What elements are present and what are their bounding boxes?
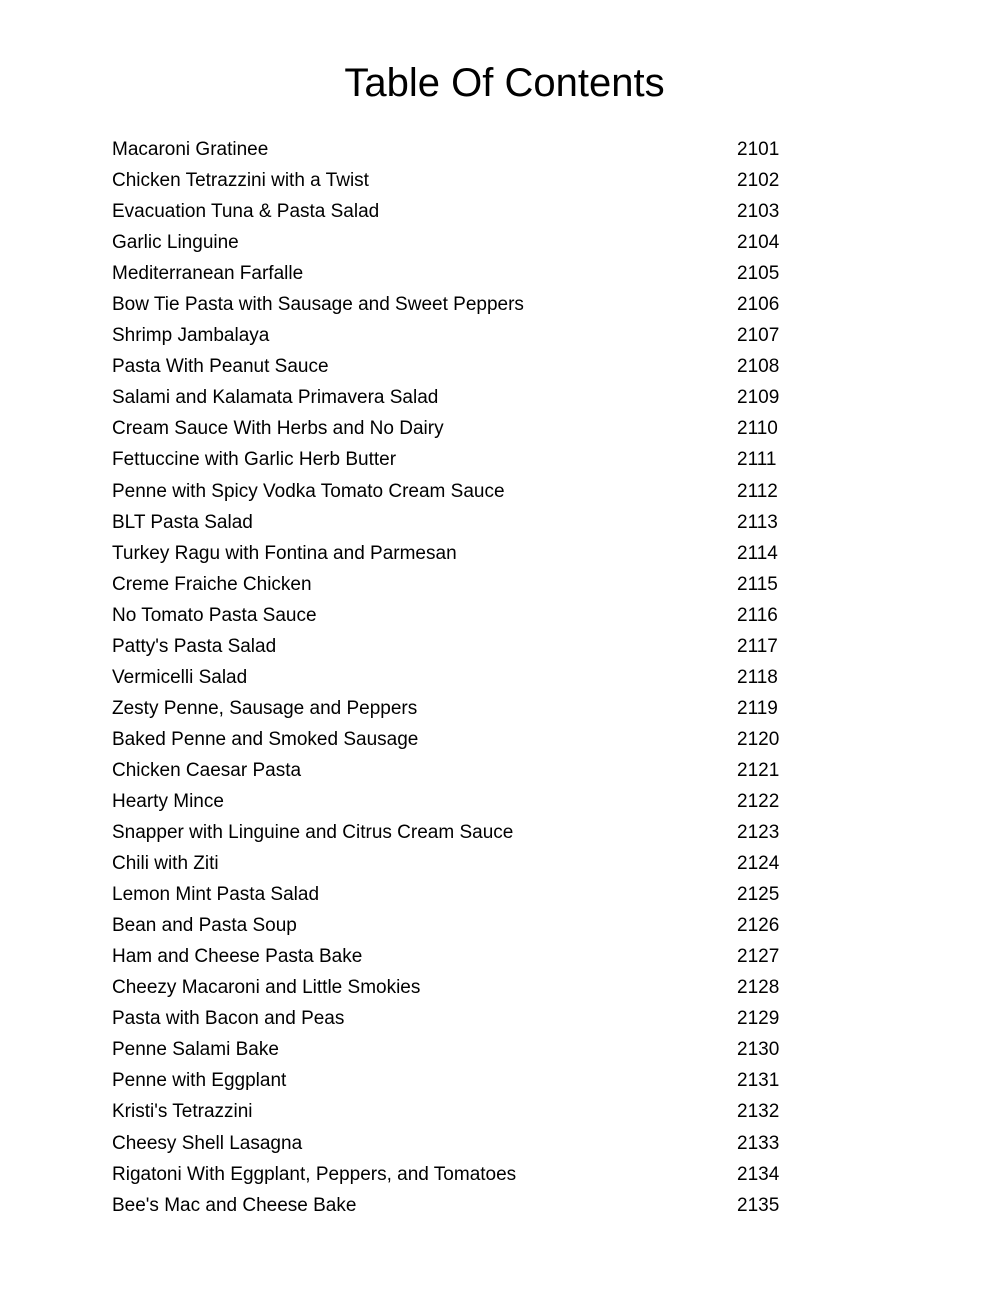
toc-entry-title: Penne Salami Bake	[112, 1039, 279, 1061]
toc-entry-page: 2111	[737, 449, 777, 471]
toc-entry	[112, 569, 792, 600]
toc-entry	[112, 476, 792, 507]
toc-entry-page: 2120	[737, 728, 780, 750]
toc-entry	[112, 817, 792, 848]
toc-entry-page: 2109	[737, 387, 780, 409]
toc-entry	[112, 382, 792, 413]
toc-entry-page: 2118	[737, 666, 778, 688]
toc-entry-title: Penne with Eggplant	[112, 1070, 287, 1092]
toc-entry	[112, 1003, 792, 1034]
page-title: Table Of Contents	[344, 61, 665, 105]
toc-entry-title: Garlic Linguine	[112, 232, 239, 254]
toc-entry	[112, 289, 792, 320]
toc-entry-page: 2129	[737, 1008, 780, 1030]
toc-entry-page: 2130	[737, 1039, 780, 1061]
toc-entry	[112, 227, 792, 258]
toc-entry-title: Fettuccine with Garlic Herb Butter	[112, 449, 397, 471]
toc-entry-title: Chicken Tetrazzini with a Twist	[112, 170, 369, 192]
toc-entry-page: 2107	[737, 325, 780, 347]
toc-entry-page: 2112	[737, 480, 778, 502]
toc-entry-page: 2108	[737, 356, 780, 378]
toc-entry-title: Chicken Caesar Pasta	[112, 759, 302, 781]
toc-entry-title: Bean and Pasta Soup	[112, 915, 297, 937]
toc-entry-title: Hearty Mince	[112, 790, 224, 812]
toc-entry	[112, 258, 792, 289]
toc-entry-title: Shrimp Jambalaya	[112, 325, 270, 347]
toc-entry-page: 2131	[737, 1070, 780, 1092]
toc-entry	[112, 351, 792, 382]
toc-entry-title: Lemon Mint Pasta Salad	[112, 884, 320, 906]
toc-entry-title: Bow Tie Pasta with Sausage and Sweet Peppers	[112, 294, 524, 316]
toc-entry	[112, 196, 792, 227]
toc-entry-page: 2106	[737, 294, 780, 316]
toc-entry-title: Salami and Kalamata Primavera Salad	[112, 387, 439, 409]
toc-entry-page: 2110	[737, 418, 778, 440]
toc-entry	[112, 631, 792, 662]
toc-entry	[112, 320, 792, 351]
toc-entry	[112, 848, 792, 879]
toc-entry-page: 2101	[737, 139, 780, 160]
toc-entry	[112, 507, 792, 538]
toc-entry-page: 2104	[737, 232, 780, 254]
toc-entry	[112, 662, 792, 693]
toc-entry-title: Snapper with Linguine and Citrus Cream Sauce	[112, 822, 514, 844]
toc-entry	[112, 693, 792, 724]
toc-entry-page: 2134	[737, 1163, 780, 1185]
toc-entry	[112, 910, 792, 941]
toc-entry-page: 2116	[737, 604, 778, 626]
toc-entry	[112, 755, 792, 786]
toc-entry-page: 2124	[737, 853, 780, 875]
toc-entry-page: 2121	[737, 759, 780, 781]
toc-entry-page: 2135	[737, 1194, 780, 1216]
toc-list	[112, 134, 792, 1221]
toc-entry	[112, 134, 792, 165]
toc-entry-page: 2115	[737, 573, 778, 595]
toc-entry	[112, 1128, 792, 1159]
toc-entry-title: Creme Fraiche Chicken	[112, 573, 312, 595]
toc-entry-title: Zesty Penne, Sausage and Peppers	[112, 697, 418, 719]
toc-entry-page: 2119	[737, 697, 778, 719]
toc-entry-page: 2102	[737, 170, 780, 192]
toc-entry-title: Rigatoni With Eggplant, Peppers, and Tomatoes	[112, 1163, 517, 1185]
toc-entry-title: Turkey Ragu with Fontina and Parmesan	[112, 542, 457, 564]
toc-entry	[112, 1034, 792, 1065]
toc-entry-title: Cheezy Macaroni and Little Smokies	[112, 977, 421, 999]
toc-entry-title: Kristi's Tetrazzini	[112, 1101, 253, 1123]
toc-entry-page: 2128	[737, 977, 780, 999]
toc-entry-page: 2103	[737, 201, 780, 223]
toc-entry	[112, 941, 792, 972]
toc-entry-page: 2127	[737, 946, 780, 968]
toc-entry-page: 2126	[737, 915, 780, 937]
toc-entry	[112, 413, 792, 444]
toc-entry	[112, 538, 792, 569]
toc-entry	[112, 786, 792, 817]
toc-entry-page: 2132	[737, 1101, 780, 1123]
toc-entry	[112, 1159, 792, 1190]
toc-entry	[112, 600, 792, 631]
toc-entry	[112, 444, 792, 475]
toc-entry-title: Cream Sauce With Herbs and No Dairy	[112, 418, 444, 440]
toc-entry	[112, 1096, 792, 1127]
toc-entry-title: Baked Penne and Smoked Sausage	[112, 728, 419, 750]
toc-entry-title: Mediterranean Farfalle	[112, 263, 304, 285]
toc-entry	[112, 879, 792, 910]
toc-entry-page: 2114	[737, 542, 778, 564]
toc-entry-page: 2113	[737, 511, 778, 533]
toc-entry	[112, 972, 792, 1003]
toc-entry-title: Patty's Pasta Salad	[112, 635, 277, 657]
toc-entry	[112, 165, 792, 196]
toc-entry-title: Pasta With Peanut Sauce	[112, 356, 329, 378]
toc-entry-title: Ham and Cheese Pasta Bake	[112, 946, 363, 968]
toc-entry	[112, 1190, 792, 1221]
toc-entry-page: 2133	[737, 1132, 780, 1154]
toc-entry-title: Cheesy Shell Lasagna	[112, 1132, 303, 1154]
toc-entry-page: 2105	[737, 263, 780, 285]
toc-entry-page: 2122	[737, 790, 780, 812]
toc-entry-title: Macaroni Gratinee	[112, 139, 269, 160]
toc-entry-page: 2125	[737, 884, 780, 906]
toc-entry	[112, 724, 792, 755]
toc-entry-page: 2117	[737, 635, 778, 657]
toc-entry-title: Chili with Ziti	[112, 853, 219, 875]
toc-entry-title: Vermicelli Salad	[112, 666, 248, 688]
toc-entry-title: Pasta with Bacon and Peas	[112, 1008, 345, 1030]
toc-entry-title: Bee's Mac and Cheese Bake	[112, 1194, 357, 1216]
toc-entry-title: BLT Pasta Salad	[112, 511, 253, 533]
toc-entry-page: 2123	[737, 822, 780, 844]
toc-entry-title: Penne with Spicy Vodka Tomato Cream Sauce	[112, 480, 505, 502]
toc-entry	[112, 1065, 792, 1096]
toc-entry-title: No Tomato Pasta Sauce	[112, 604, 317, 626]
toc-entry-title: Evacuation Tuna & Pasta Salad	[112, 201, 380, 223]
